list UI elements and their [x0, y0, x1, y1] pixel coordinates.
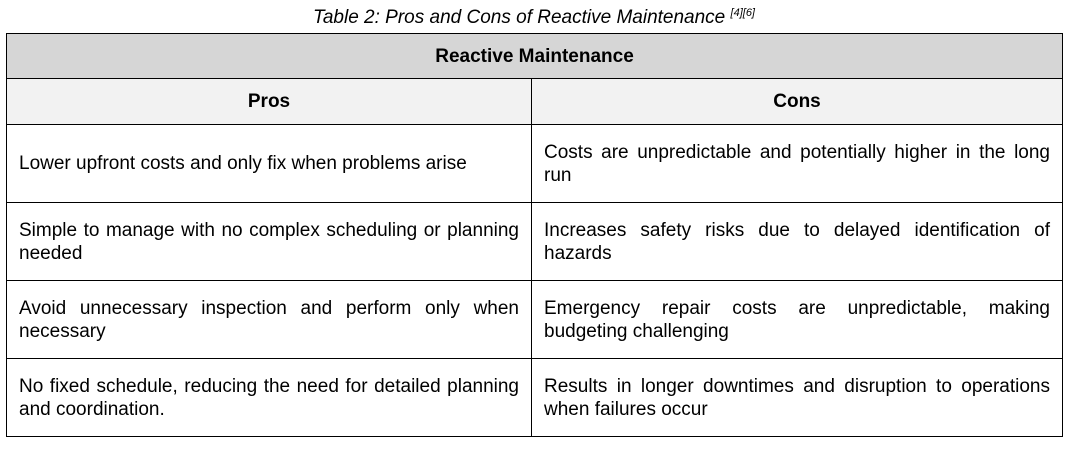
pro-cell: Lower upfront costs and only fix when problems arise [7, 125, 532, 203]
con-cell: Emergency repair costs are unpredictable, making budgeting challenging [532, 281, 1063, 359]
table-title-row [7, 34, 1063, 79]
caption-text: Table 2: Pros and Cons of Reactive Maintenance [312, 7, 731, 28]
con-cell: Increases safety risks due to delayed identification of hazards [532, 203, 1063, 281]
column-header-pros: Pros [7, 79, 532, 125]
pro-cell: No fixed schedule, reducing the need for detailed planning and coordination. [7, 359, 532, 437]
table-row [7, 125, 1063, 203]
column-header-row [7, 79, 1063, 125]
con-cell: Results in longer downtimes and disruption to operations when failures occur [532, 359, 1063, 437]
table-title: Reactive Maintenance [7, 34, 1063, 79]
table-row [7, 359, 1063, 437]
pro-cell: Simple to manage with no complex scheduling or planning needed [7, 203, 532, 281]
table-row [7, 203, 1063, 281]
con-cell: Costs are unpredictable and potentially higher in the long run [532, 125, 1063, 203]
column-header-cons: Cons [532, 79, 1063, 125]
caption-references: [4][6] [730, 7, 755, 19]
pro-cell: Avoid unnecessary inspection and perform only when necessary [7, 281, 532, 359]
table-caption [0, 6, 1068, 30]
table-row [7, 281, 1063, 359]
pros-cons-table [6, 33, 1063, 437]
